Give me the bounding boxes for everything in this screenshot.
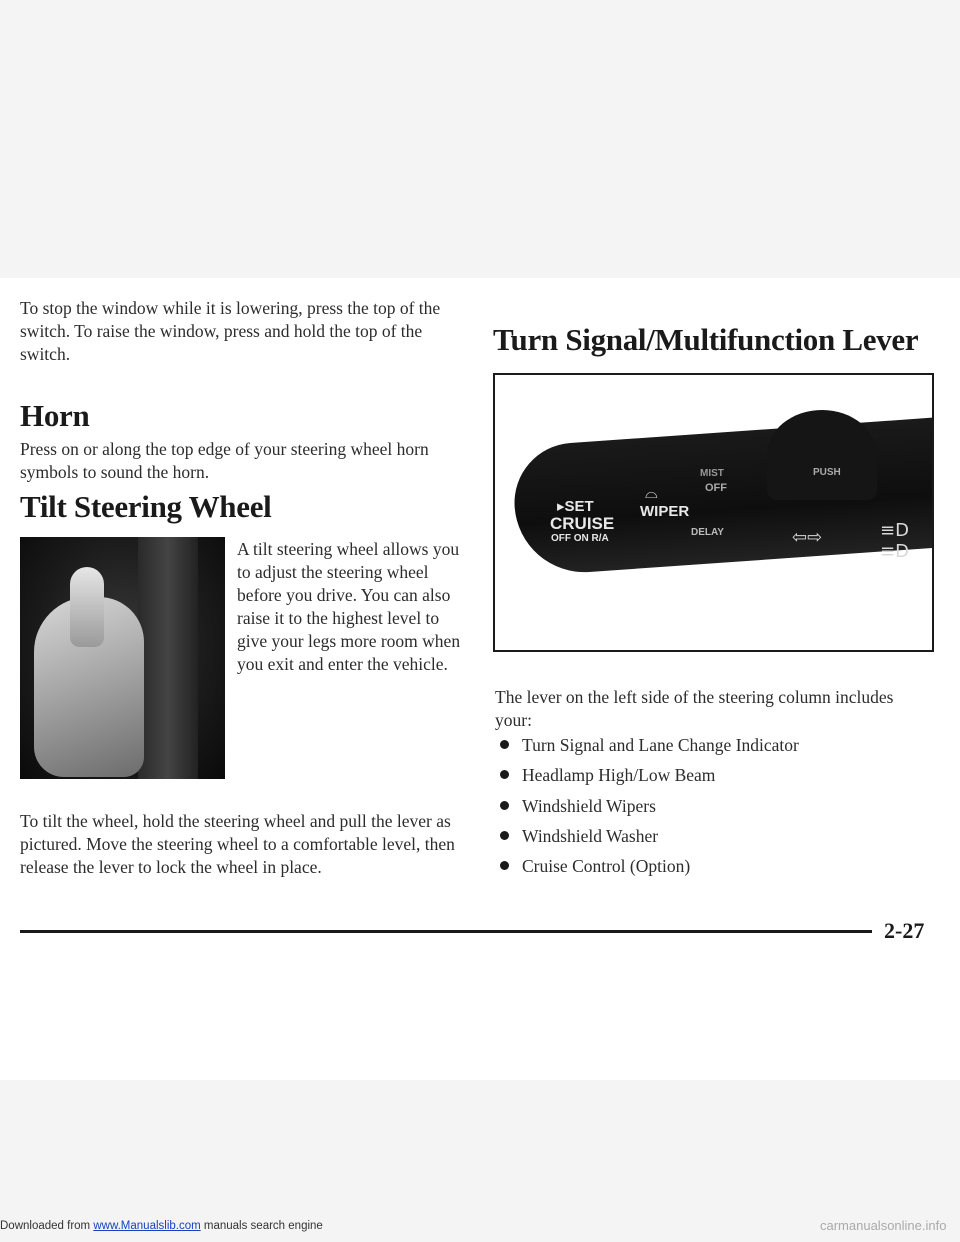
footer-rule: [20, 930, 872, 933]
lever-label-cruise: CRUISE: [550, 514, 615, 533]
window-stop-paragraph: To stop the window while it is lowering, press the top of the switch. To raise the window, press and hold the top of the switch.: [20, 298, 441, 364]
bottom-margin: [0, 1080, 960, 1242]
list-item-text: Turn Signal and Lane Change Indicator: [522, 735, 799, 755]
lever-knob-shape: [767, 410, 877, 500]
list-item: [500, 825, 799, 855]
tilt-instructions-paragraph: To tilt the wheel, hold the steering wheel and pull the lever as pictured. Move the steering wheel to a comfortable level, then release the lever to lock the wheel in place.: [20, 811, 455, 877]
bullet-icon: [500, 801, 509, 810]
list-item: [500, 795, 799, 825]
watermark: carmanualsonline.info: [820, 1218, 947, 1233]
footer-prefix: Downloaded from: [0, 1220, 94, 1232]
lever-label-set: ▸SET: [557, 498, 594, 515]
bullet-icon: [500, 861, 509, 870]
lever-label-off: OFF: [705, 482, 727, 494]
washer-icon: ⌓: [645, 483, 658, 502]
tilt-description-paragraph: A tilt steering wheel allows you to adjust the steering wheel before you drive. You can also raise it to the highest level to give your legs more room when you exit and enter the vehicle.: [237, 539, 461, 674]
tilt-steering-heading: Tilt Steering Wheel: [20, 489, 272, 524]
list-item-text: Cruise Control (Option): [522, 856, 691, 877]
list-item: [500, 855, 799, 885]
multifunction-lever-photo: [493, 373, 934, 652]
headlamp-beam-icon: ≡D ≡D: [880, 520, 909, 562]
list-item-text: Windshield Wipers: [522, 795, 656, 816]
horn-heading: Horn: [20, 398, 90, 433]
download-footer: [0, 1220, 323, 1232]
lever-paragraph: The lever on the left side of the steering column includes your:: [495, 687, 894, 730]
top-margin: [0, 0, 960, 278]
page-number: 2-27: [884, 918, 925, 943]
thumb-shape: [70, 567, 104, 647]
lever-label-mist: MIST: [700, 468, 724, 479]
lever-label-push: PUSH: [813, 467, 841, 478]
lever-label-delay: DELAY: [691, 527, 724, 538]
list-item: [500, 764, 799, 794]
bullet-icon: [500, 770, 509, 779]
turn-arrows-icon: ⇦⇨: [792, 527, 823, 548]
bullet-icon: [500, 740, 509, 749]
list-item: [500, 734, 799, 764]
list-item-text: Headlamp High/Low Beam: [522, 765, 716, 786]
tilt-lever-photo: [20, 537, 225, 779]
list-item-text: Windshield Washer: [522, 825, 659, 846]
manualslib-link[interactable]: www.Manualslib.com: [93, 1220, 201, 1232]
bullet-icon: [500, 831, 509, 840]
turn-signal-heading: Turn Signal/Multifunction Lever: [493, 322, 919, 357]
horn-paragraph: Press on or along the top edge of your steering wheel horn symbols to sound the horn.: [20, 439, 429, 482]
lever-label-wiper: WIPER: [640, 503, 690, 520]
lever-features-list: [500, 734, 799, 885]
lever-label-off-on: OFF ON R/A: [551, 533, 609, 544]
steering-column-shape: [138, 537, 198, 779]
footer-suffix: manuals search engine: [200, 1220, 323, 1232]
